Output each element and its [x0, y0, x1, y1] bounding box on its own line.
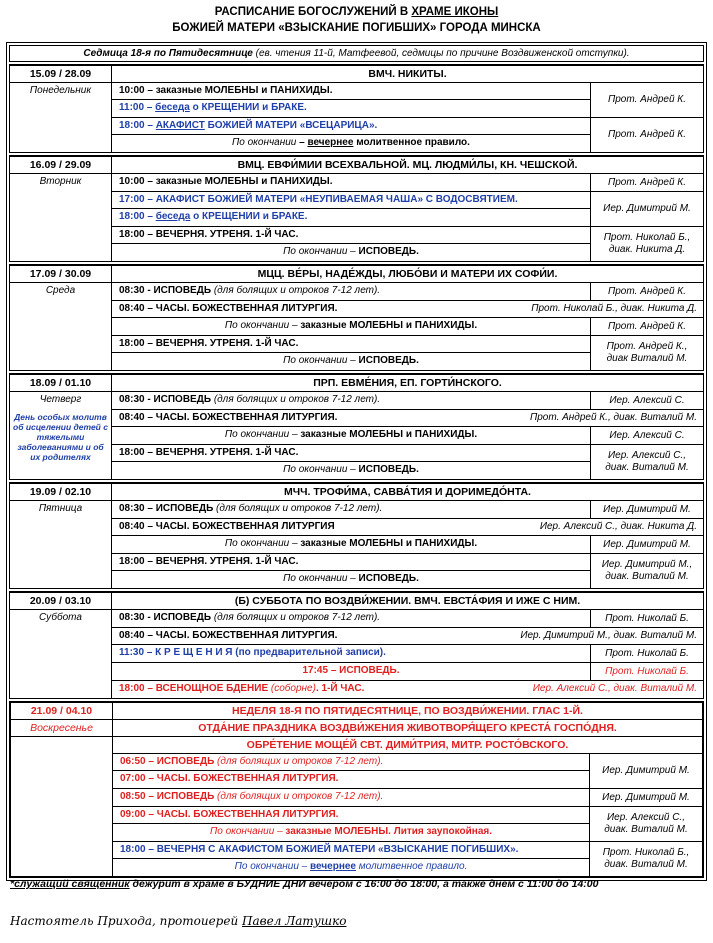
document-title: РАСПИСАНИЕ БОГОСЛУЖЕНИЙ В ХРАМЕ ИКОНЫ БОЖИЕЙ МАТЕРИ «ВЗЫСКАНИЕ ПОГИБШИХ» ГОРОДА МИНСКА	[172, 6, 541, 34]
day-weekday: Пятница	[10, 501, 112, 588]
day-friday: 19.09 / 02.10 МЧЧ. ТРОФИ́МА, САВВА́ТИЯ И ДОРИМЕДО́НТА. Пятница 08:30 – ИСПОВЕДЬ (для болящих и отроков 7-12 лет). Иер. Димитрий М. 08:40 – ЧАСЫ. БОЖЕСТВЕННАЯ ЛИТУРГИЯ Иер. Алексий С., диак. Никита Д. По окончании – заказные МОЛЕБНЫ и ПАНИХИДЫ. Иер. Димитрий М. 18:00 – ВЕЧЕРНЯ. УТРЕНЯ. 1-Й ЧАС. По окончании – ИСПОВЕДЬ. Иер. Димитрий М., диак. Виталий М.	[9, 482, 704, 589]
priest-name: Иер. Алексий С.	[609, 394, 685, 406]
day-weekday: Вторник	[10, 174, 112, 261]
priest-name: Иер. Димитрий М.	[602, 791, 690, 803]
day-weekday: Понедельник	[10, 83, 112, 152]
day-feast: МЦЦ. ВЕ́РЫ, НАДЕ́ЖДЫ, ЛЮБО́ВИ И МАТЕРИ ИХ СОФИ́И.	[257, 268, 558, 280]
priest-name: Прот. Андрей К.	[608, 129, 686, 140]
day-monday: 15.09 / 28.09 ВМЧ. НИКИТЫ. Понедельник 10:00 – заказные МОЛЕБНЫ и ПАНИХИДЫ. 11:00 – беседа о КРЕЩЕНИИ и БРАКЕ. Прот. Андрей К. 18:00 – АКАФИСТ БОЖИЕЙ МАТЕРИ «ВСЕЦАРИЦА». По окончании – вечернее молитвенное правило. Прот. Андрей К.	[9, 64, 704, 153]
day-date: 19.09 / 02.10	[10, 484, 112, 500]
day-date: 17.09 / 30.09	[10, 266, 112, 282]
priest-name: Иер. Димитрий М.	[603, 538, 691, 550]
schedule-table	[6, 42, 707, 881]
day-feast: НЕДЕЛЯ 18-Я ПО ПЯТИДЕСЯТНИЦЕ, ПО ВОЗДВИ́ЖЕНИИ. ГЛАС 1-Й.	[232, 705, 583, 717]
day-tuesday: 16.09 / 29.09 ВМЦ. ЕВФИ́МИИ ВСЕХВАЛЬНОЙ. МЦ. ЛЮДМИ́ЛЫ, КН. ЧЕШСКОЙ. Вторник 10:00 – заказные МОЛЕБНЫ и ПАНИХИДЫ. Прот. Андрей К. 17:00 – АКАФИСТ БОЖИЕЙ МАТЕРИ «НЕУПИВАЕМАЯ ЧАША» С ВОДОСВЯТИЕМ. 18:00 – беседа о КРЕЩЕНИИ и БРАКЕ. Иер. Димитрий М. 18:00 – ВЕЧЕРНЯ. УТРЕНЯ. 1-Й ЧАС. По окончании – ИСПОВЕДЬ. Прот. Николай Б., диак. Никита Д.	[9, 155, 704, 262]
day-thursday: 18.09 / 01.10 ПРП. ЕВМЕ́НИЯ, ЕП. ГОРТИ́НСКОГО. Четверг День особых молитв об исцелении детей с тяжелыми заболеваниями и об их родителях 08:30 - ИСПОВЕДЬ (для болящих и отроков 7-12 лет). Иер. Алексий С. 08:40 – ЧАСЫ. БОЖЕСТВЕННАЯ ЛИТУРГИЯ. Прот. Андрей К., диак. Виталий М. По окончании – заказные МОЛЕБНЫ и ПАНИХИДЫ. Иер. Алексий С. 18:00 – ВЕЧЕРНЯ. УТРЕНЯ. 1-Й ЧАС. По окончании – ИСПОВЕДЬ. Иер. Алексий С., диак. Виталий М.	[9, 373, 704, 480]
priest-name: Прот. Андрей К.	[608, 176, 686, 188]
priest-name: Иер. Димитрий М.	[603, 503, 691, 515]
priest-name: Иер. Алексий С., диак. Виталий М.	[604, 812, 688, 835]
priest-name: Прот. Андрей К.	[608, 94, 686, 105]
priest-name: Прот. Андрей К.	[608, 320, 686, 332]
day-feast-2: ОТДА́НИЕ ПРАЗДНИКА ВОЗДВИ́ЖЕНИЯ ЖИВОТВОРЯ́ЩЕГО КРЕСТА́ ГОСПО́ДНЯ.	[198, 722, 617, 734]
day-date: 15.09 / 28.09	[10, 66, 112, 82]
day-date: 16.09 / 29.09	[10, 157, 112, 173]
day-wednesday: 17.09 / 30.09 МЦЦ. ВЕ́РЫ, НАДЕ́ЖДЫ, ЛЮБО́ВИ И МАТЕРИ ИХ СОФИ́И. Среда 08:30 - ИСПОВЕДЬ (для болящих и отроков 7-12 лет). Прот. Андрей К. 08:40 – ЧАСЫ. БОЖЕСТВЕННАЯ ЛИТУРГИЯ. Прот. Николай Б., диак. Никита Д. По окончании – заказные МОЛЕБНЫ и ПАНИХИДЫ. Прот. Андрей К. 18:00 – ВЕЧЕРНЯ. УТРЕНЯ. 1-Й ЧАС. По окончании – ИСПОВЕДЬ. Прот. Андрей К., диак Виталий М.	[9, 264, 704, 371]
priest-name: Иер. Димитрий М., диак. Виталий М.	[601, 559, 693, 582]
day-weekday: Воскресенье	[11, 720, 113, 736]
priest-name: Иер. Алексий С., диак. Виталий М.	[605, 450, 689, 473]
day-feast: (Б) СУББОТА ПО ВОЗДВИ́ЖЕНИИ. ВМЧ. ЕВСТА́ФИЯ И ИЖЕ С НИМ.	[234, 595, 581, 607]
day-feast: ВМЦ. ЕВФИ́МИИ ВСЕХВАЛЬНОЙ. МЦ. ЛЮДМИ́ЛЫ, КН. ЧЕШСКОЙ.	[237, 159, 578, 171]
day-weekday: Четверг	[39, 394, 82, 405]
day-date: 18.09 / 01.10	[10, 375, 112, 391]
day-feast-3: ОБРЕ́ТЕНИЕ МОЩЕ́Й СВТ. ДИМИ́ТРИЯ, МИТР. РОСТО́ВСКОГО.	[246, 739, 569, 751]
day-sunday: 21.09 / 04.10 НЕДЕЛЯ 18-Я ПО ПЯТИДЕСЯТНИЦЕ, ПО ВОЗДВИ́ЖЕНИИ. ГЛАС 1-Й. Воскресенье ОТДА́НИЕ ПРАЗДНИКА ВОЗДВИ́ЖЕНИЯ ЖИВОТВОРЯ́ЩЕГО КРЕСТА́ ГОСПО́ДНЯ. ОБРЕ́ТЕНИЕ МОЩЕ́Й СВТ. ДИМИ́ТРИЯ, МИТР. РОСТО́ВСКОГО. 06:50 – ИСПОВЕДЬ (для болящих и отроков 7-12 лет). 07:00 – ЧАСЫ. БОЖЕСТВЕННАЯ ЛИТУРГИЯ. Иер. Димитрий М. 08:50 – ИСПОВЕДЬ (для болящих и отроков 7-12 лет). Иер. Димитрий М. 09:00 – ЧАСЫ. БОЖЕСТВЕННАЯ ЛИТУРГИЯ. По окончании – заказные МОЛЕБНЫ. Лития заупокойная. Иер. Алексий С., диак. Виталий М. 18:00 – ВЕЧЕРНЯ С АКАФИСТОМ БОЖИЕЙ МАТЕРИ «ВЗЫСКАНИЕ ПОГИБШИХ». По окончании – вечернее молитвенное правило. Прот. Николай Б., диак. Виталий М.	[9, 701, 704, 878]
priest-name: Иер. Алексий С.	[609, 429, 685, 441]
week-header: Седмица 18-я по Пятидесятнице (ев. чтения 11-й, Матфеевой, седмицы по причине Воздвиженской отступки).	[9, 45, 704, 62]
priest-name: Прот. Николай Б., диак. Виталий М.	[602, 847, 690, 870]
special-prayer-note: День особых молитв об исцелении детей с тяжелыми заболеваниями и об их родителях	[13, 412, 108, 462]
day-feast: МЧЧ. ТРОФИ́МА, САВВА́ТИЯ И ДОРИМЕДО́НТА.	[284, 486, 531, 498]
priest-name: Прот. Николай Б.	[605, 612, 689, 624]
day-feast: ПРП. ЕВМЕ́НИЯ, ЕП. ГОРТИ́НСКОГО.	[313, 377, 502, 389]
day-date: 21.09 / 04.10	[11, 703, 113, 719]
day-weekday: Суббота	[10, 610, 112, 698]
day-weekday: Среда	[10, 283, 112, 370]
priest-name: Прот. Андрей К., диак Виталий М.	[606, 341, 688, 364]
priest-name: Прот. Андрей К.	[608, 285, 686, 297]
priest-name: Прот. Николай Б.	[605, 665, 689, 677]
day-date: 20.09 / 03.10	[10, 593, 112, 609]
day-saturday: 20.09 / 03.10 (Б) СУББОТА ПО ВОЗДВИ́ЖЕНИИ. ВМЧ. ЕВСТА́ФИЯ И ИЖЕ С НИМ. Суббота 08:30 - ИСПОВЕДЬ (для болящих и отроков 7-12 лет). Прот. Николай Б. 08:40 – ЧАСЫ. БОЖЕСТВЕННАЯ ЛИТУРГИЯ. Иер. Димитрий М., диак. Виталий М. 11:30 – К Р Е Щ Е Н И Я (по предварительной записи). Прот. Николай Б. 17:45 – ИСПОВЕДЬ. Прот. Николай Б. 18:00 – ВСЕНОЩНОЕ БДЕНИЕ (соборне). 1-Й ЧАС. Иер. Алексий С., диак. Виталий М.	[9, 591, 704, 699]
priest-name: Иер. Димитрий М.	[602, 765, 690, 776]
day-feast: ВМЧ. НИКИТЫ.	[368, 68, 447, 80]
rector-signature: Настоятель Прихода, протоиерей Павел Латушко	[10, 914, 347, 928]
priest-name: Прот. Николай Б., диак. Никита Д.	[603, 232, 691, 255]
duty-note: *служащий священник дежурит в храме в БУДНИЕ ДНИ вечером с 16:00 до 18:00, а также днем с 11:00 до 14:00	[10, 878, 599, 890]
priest-name: Иер. Димитрий М.	[603, 203, 691, 214]
priest-name: Прот. Николай Б.	[605, 647, 689, 659]
